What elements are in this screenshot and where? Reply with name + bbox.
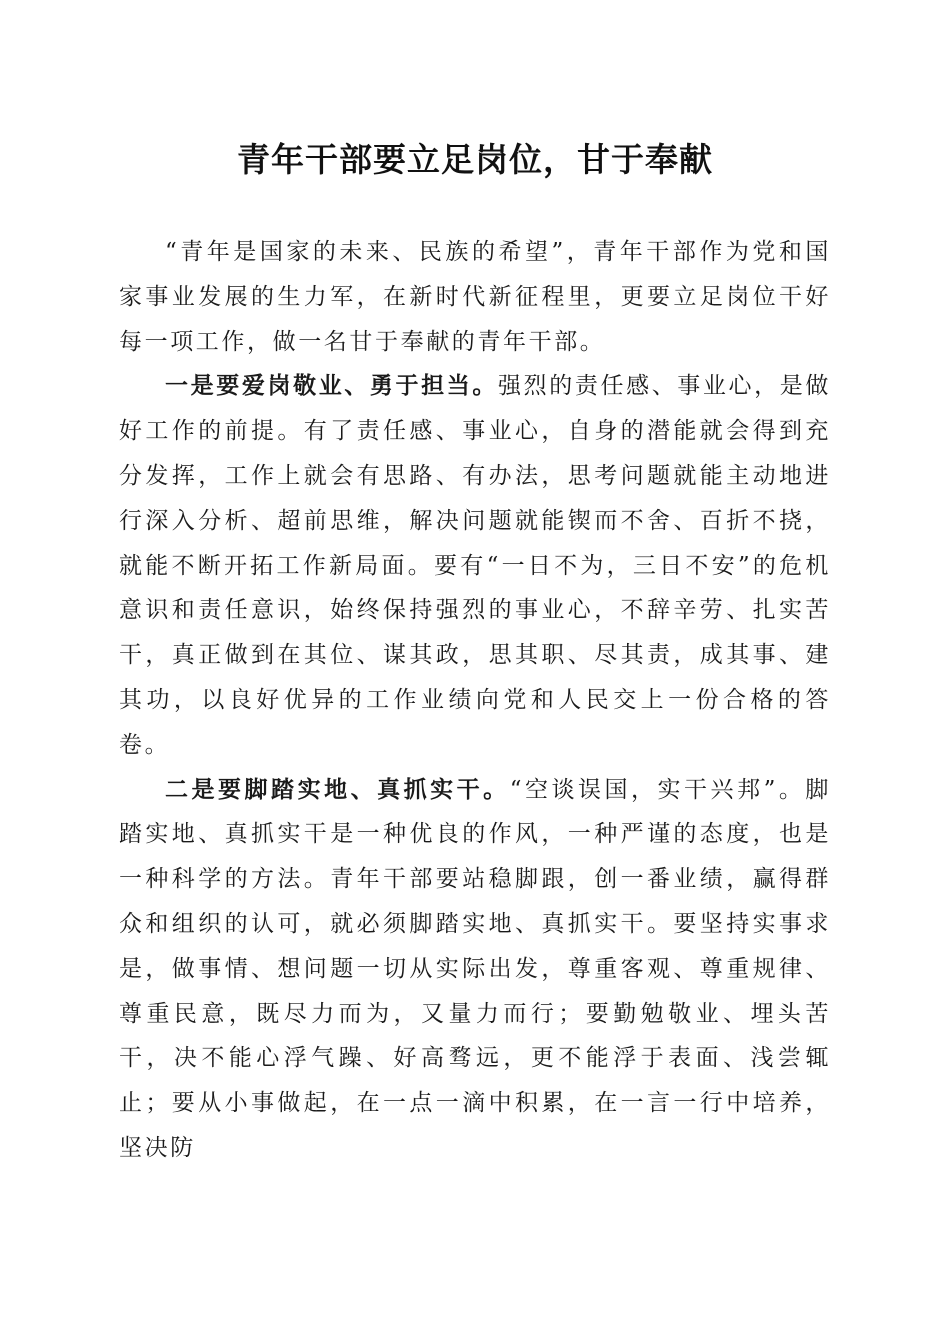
paragraph-lead: 一是要爱岗敬业、勇于担当。 xyxy=(165,372,498,400)
paragraph-lead: 二是要脚踏实地、真抓实干。 xyxy=(165,775,510,803)
document-title: 青年干部要立足岗位，甘于奉献 xyxy=(237,140,713,179)
paragraph-point-two xyxy=(119,768,831,1171)
paragraph-text: 强烈的责任感、事业心，是做好工作的前提。有了责任感、事业心，自身的潜能就会得到充分发挥，工作上就会有思路、有办法，思考问题就能主动地进行深入分析、超前思维，解决问题就能锲而不舍、百折不挠，就能不断开拓工作新局面。要有“一日不为，三日不安”的危机意识和责任意识，始终保持强烈的事业心，不辞辛劳、扎实苦干，真正做到在其位、谋其政，思其职、尽其责，成其事、建其功，以良好优异的工作业绩向党和人民交上一份合格的答卷。 xyxy=(119,373,831,758)
paragraph-text: “空谈误国，实干兴邦”。脚踏实地、真抓实干是一种优良的作风，一种严谨的态度，也是一种科学的方法。青年干部要站稳脚跟，创一番业绩，赢得群众和组织的认可，就必须脚踏实地、真抓实干。要坚持实事求是，做事情、想问题一切从实际出发，尊重客观、尊重规律、尊重民意，既尽力而为，又量力而行；要勤勉敬业、埋头苦干，决不能心浮气躁、好高骛远，更不能浮于表面、浅尝辄止；要从小事做起，在一点一滴中积累，在一言一行中培养，坚决防 xyxy=(119,776,831,1161)
paragraph-point-one xyxy=(119,364,831,767)
document-body xyxy=(119,230,831,1171)
paragraph-text: “青年是国家的未来、民族的希望”，青年干部作为党和国家事业发展的生力军，在新时代新征程里，更要立足岗位干好每一项工作，做一名甘于奉献的青年干部。 xyxy=(119,239,831,355)
paragraph-intro xyxy=(119,230,831,364)
